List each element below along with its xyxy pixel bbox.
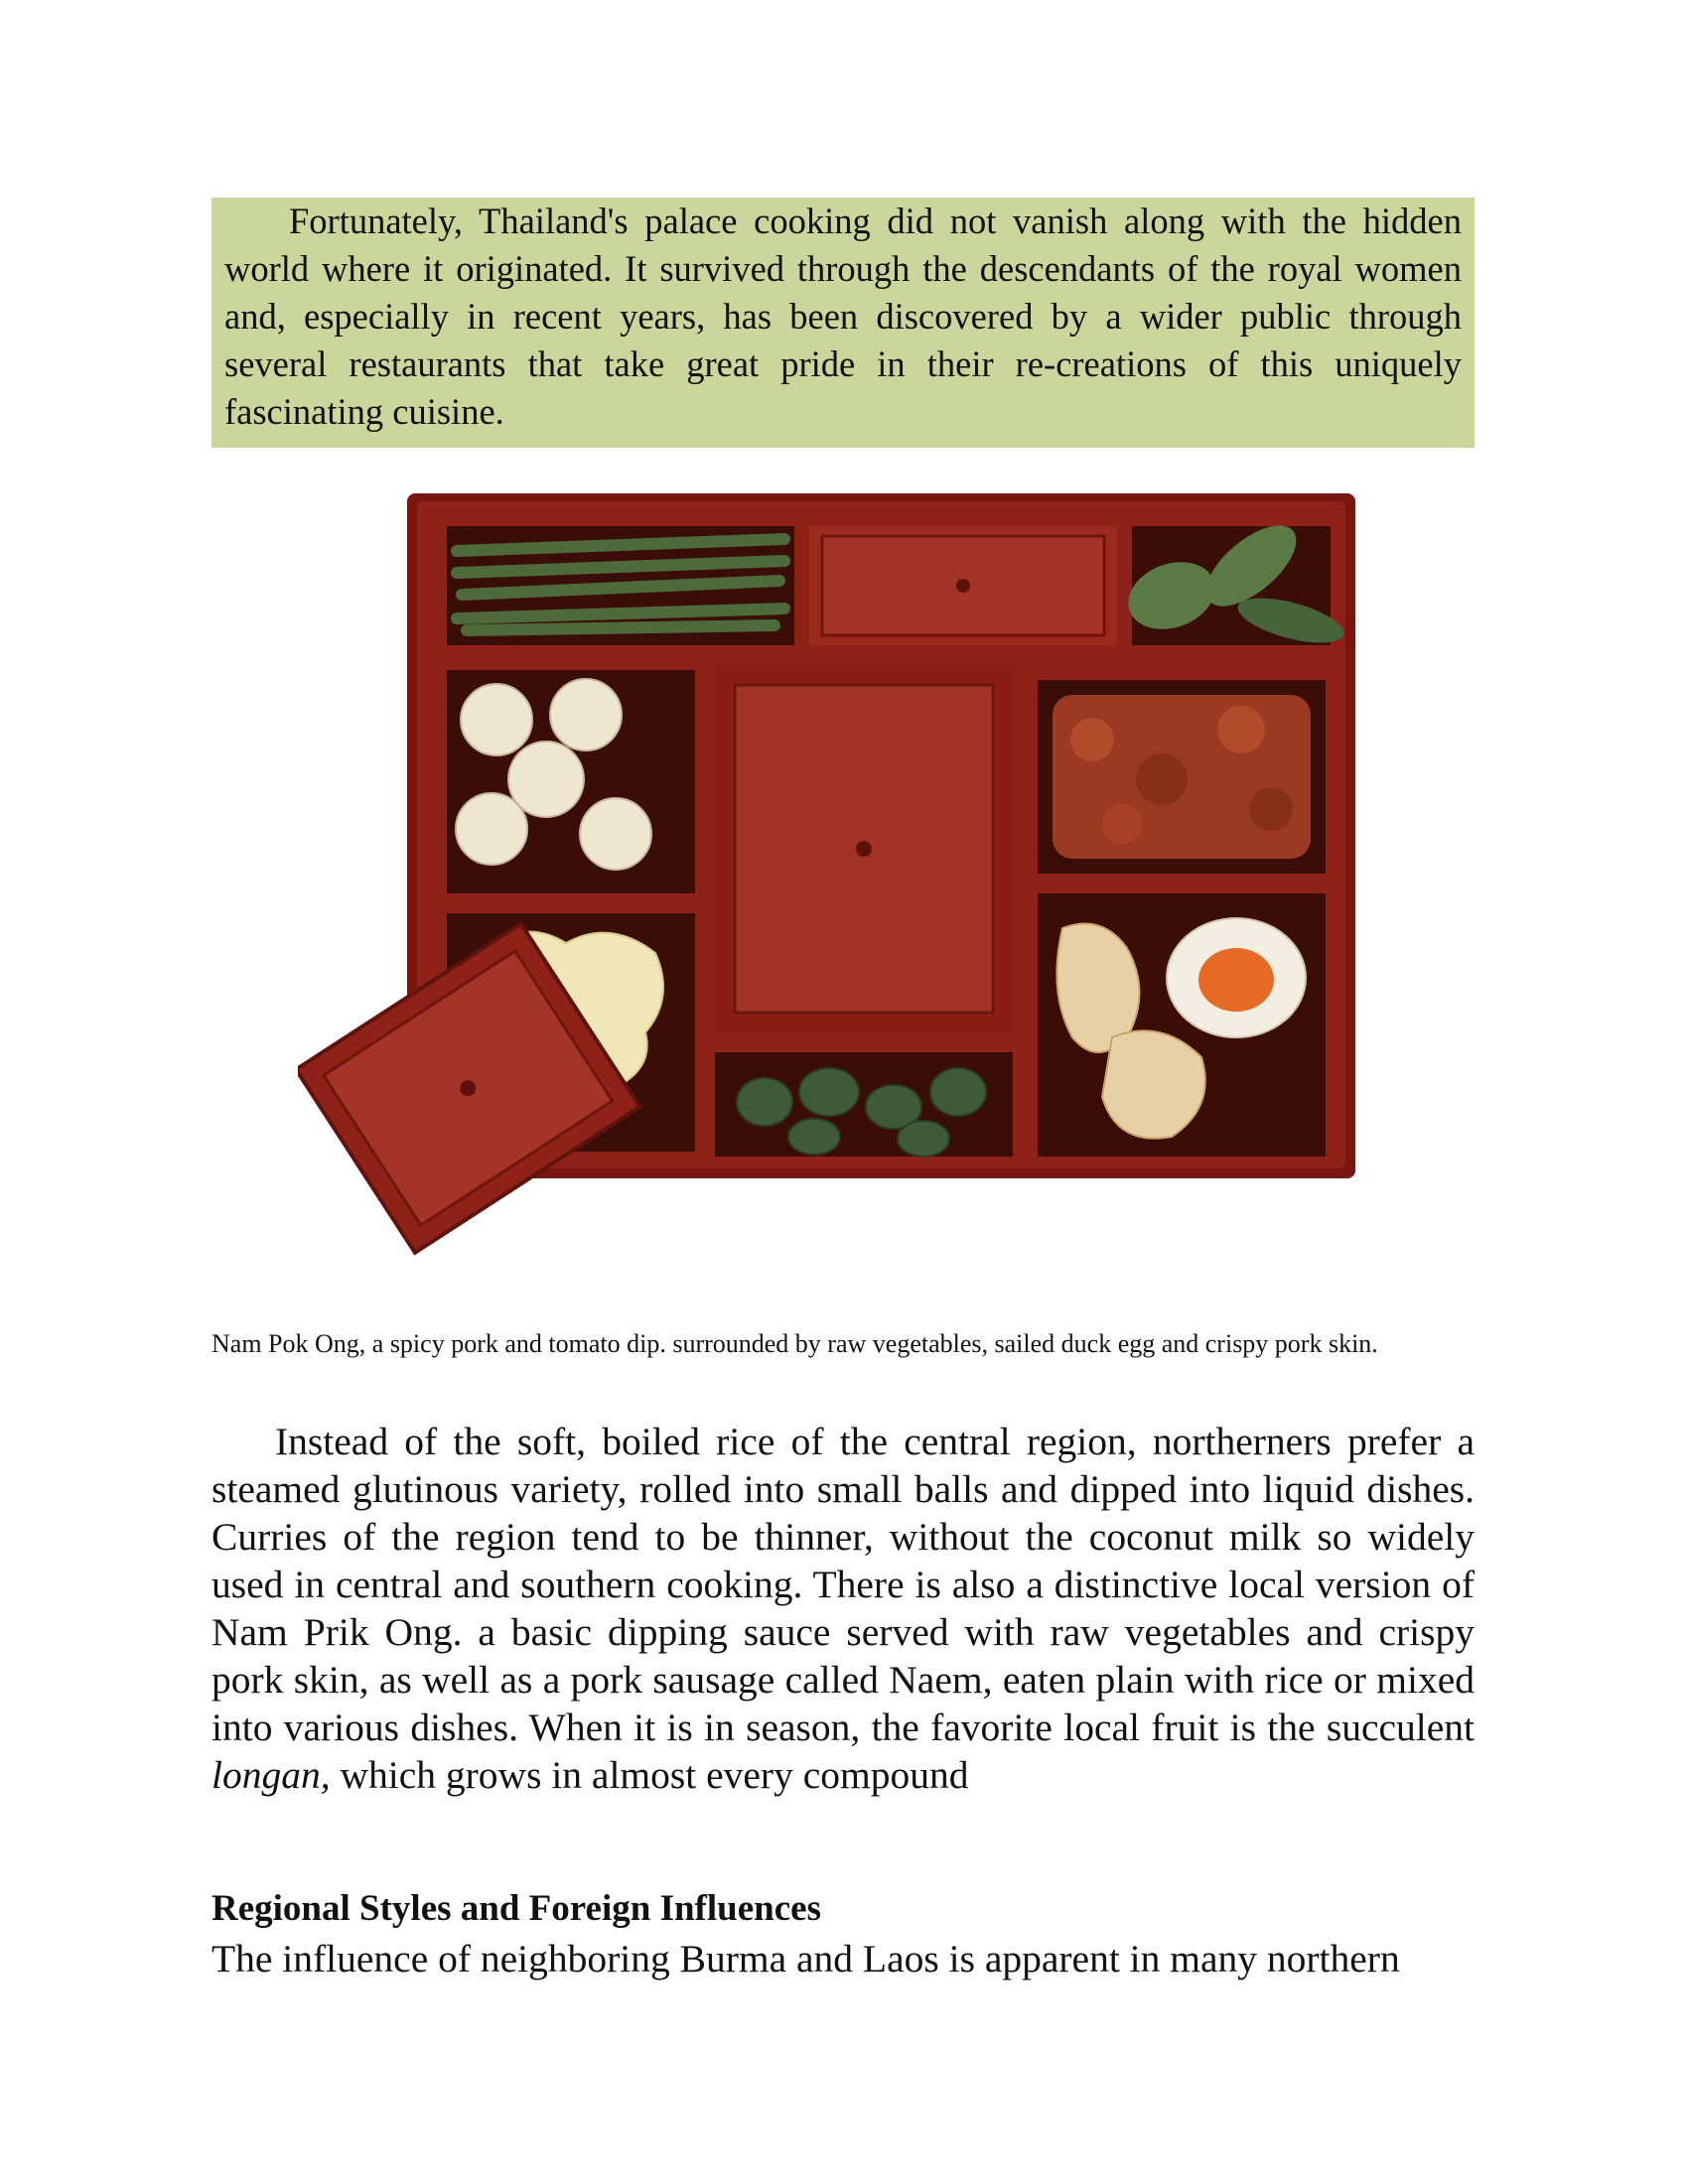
intro-paragraph: Fortunately, Thailand's palace cooking did not vanish along with the hidden world where it originated. It survived through the descendants of the royal women and, especially in recent years, has been discovered by a wider public through several restaurants that take great pride in their re-creations of this uniquely fascinating cuisine. xyxy=(224,201,1462,432)
lid-knob-top xyxy=(956,579,970,593)
center-lid-knob xyxy=(856,841,872,857)
body-paragraph xyxy=(211,1418,1475,1799)
body-text-part-1: Instead of the soft, boiled rice of the central region, northerners prefer a steamed glutinous variety, rolled into small balls and dipped into liquid dishes. Curries of the region tend to be thinner, without the coconut milk so widely used in central and southern cooking. There is also a distinctive local version of Nam Prik Ong. a basic dipping sauce served with raw vegetables and crispy pork skin, as well as a pork sausage called Naem, eaten plain with rice or mixed into various dishes. When it is in season, the favorite local fruit is the succulent xyxy=(211,1420,1475,1749)
highlighted-intro-block xyxy=(211,198,1475,448)
section-heading: Regional Styles and Foreign Influences xyxy=(211,1888,821,1929)
lacquer-tray-photo xyxy=(298,481,1390,1256)
section-paragraph: The influence of neighboring Burma and Laos is apparent in many northern xyxy=(211,1937,1400,1980)
figure-caption: Nam Pok Ong, a spicy pork and tomato dip. surrounded by raw vegetables, sailed duck egg and crispy pork skin. xyxy=(211,1329,1378,1358)
body-text-part-2: which grows in almost every compound xyxy=(330,1753,969,1797)
pork-tomato-dip xyxy=(1053,695,1311,859)
salted-duck-egg xyxy=(1167,918,1306,1037)
italic-term-longan: longan, xyxy=(211,1753,331,1797)
